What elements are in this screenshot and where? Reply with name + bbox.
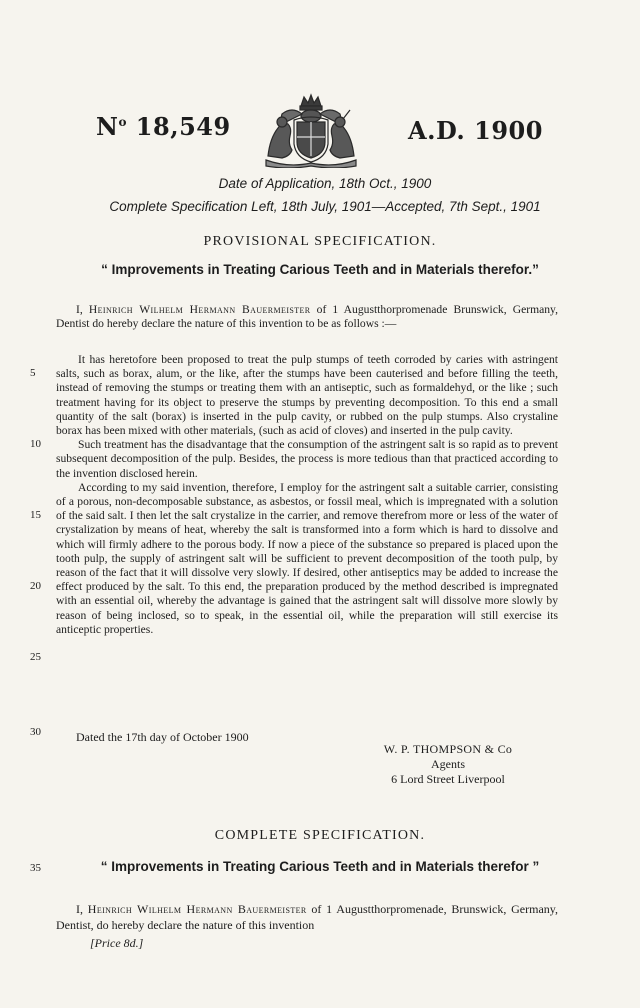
inventor-name: Heinrich Wilhelm Hermann Bauermeister <box>88 303 311 316</box>
line-number: 15 <box>30 509 41 521</box>
line-number: 35 <box>30 862 41 874</box>
paragraph: According to my said invention, therefore, I employ for the astringent salt a suitable carrier, consisting of a porous, non-decomposable substance, as asbestos, or fossil meal, which is impregnated with a solution of the said salt. I then let the salt crystalize in the carrier, and remove therefrom more or less of the water of crystalization by means of heat, whereby the salt is transformed into a form which is hard to dissolve and which will firmly adhere to the porous body. If now a piece of the substance so prepared is placed upon the tooth pulp, the supply of astringent salt will be sufficient to prevent decomposition of the tooth pulp, by reason of the fact that it will dissolve very slowly. If desired, other antiseptics may be added to increase the effect produced by the salt. To this end, the preparation produced by the method described is impregnated with an essential oil, whereby the advantage is gained that the astringent salt will dissolve more slowly by reason of being inclosed, so to speak, in the essential oil, while the preparation will still exercise its anticeptic properties. <box>56 480 558 636</box>
patent-header <box>0 88 640 168</box>
line-number: 10 <box>30 438 41 450</box>
provisional-body <box>56 353 558 637</box>
line-number: 20 <box>30 580 41 592</box>
patent-number: $N^o$ 18,549 <box>96 112 231 141</box>
complete-heading: COMPLETE SPECIFICATION. <box>214 828 426 843</box>
line-number: 30 <box>30 726 41 738</box>
inventor-name: Heinrich Wilhelm Hermann Bauermeister <box>87 902 307 916</box>
patent-year: A.D. 1900 <box>408 116 543 145</box>
agent-role: Agents <box>431 757 465 771</box>
line-number: 5 <box>30 367 36 379</box>
date-of-application: Date of Application, 18th Oct., 1900 <box>218 176 432 191</box>
provisional-intro: I, Heinrich Wilhelm Hermann Bauermeister of 1 Augustthorpromenade Brunswick, Germany, Dentist do hereby declare the nature of this invention to be as follows :— <box>56 303 558 331</box>
price-label: [Price 8d.] <box>90 936 144 950</box>
agent-address: 6 Lord Street Liverpool <box>391 772 505 786</box>
complete-title: “ Improvements in Treating Carious Teeth and in Materials therefor ” <box>100 859 540 874</box>
agent-name: W. P. THOMPSON & Co <box>383 742 513 756</box>
complete-specification-dates: Complete Specification Left, 18th July, 1901—Accepted, 7th Sept., 1901 <box>109 199 541 214</box>
complete-intro: I, Heinrich Wilhelm Hermann Bauermeister of 1 Augustthorpromenade, Brunswick, Germany, Dentist, do hereby declare the nature of this invention <box>56 902 558 932</box>
line-number: 25 <box>30 651 41 663</box>
paragraph: Such treatment has the disadvantage that the consumption of the astringent salt is so rapid as to prevent subsequent decomposition of the pulp. Besides, the process is more tedious than that practiced according to the invention disclosed herein. <box>56 438 558 480</box>
provisional-heading: PROVISIONAL SPECIFICATION. <box>203 234 437 249</box>
dated-line: Dated the 17th day of October 1900 <box>76 730 249 744</box>
paragraph: It has heretofore been proposed to treat the pulp stumps of teeth corroded by caries with astringent salts, such as borax, alum, or the like, after the stumps have been cauterised and before filling the teeth, instead of removing the stumps or treating them with an antiseptic, such as formaldehyd, or the like ; such treatment having for its object to preserve the stumps by preventing decomposition. To this end a small quantity of the salt (borax) is inserted in the pulp cavity, or rubbed on the pulp stumps. Also crystaline borax has been mixed with other materials, (such as acid of cloves) and inserted in the pulp cavity. <box>56 353 558 438</box>
royal-coat-of-arms-icon <box>252 92 370 168</box>
provisional-title: “ Improvements in Treating Carious Teeth and in Materials therefor.” <box>101 262 539 277</box>
